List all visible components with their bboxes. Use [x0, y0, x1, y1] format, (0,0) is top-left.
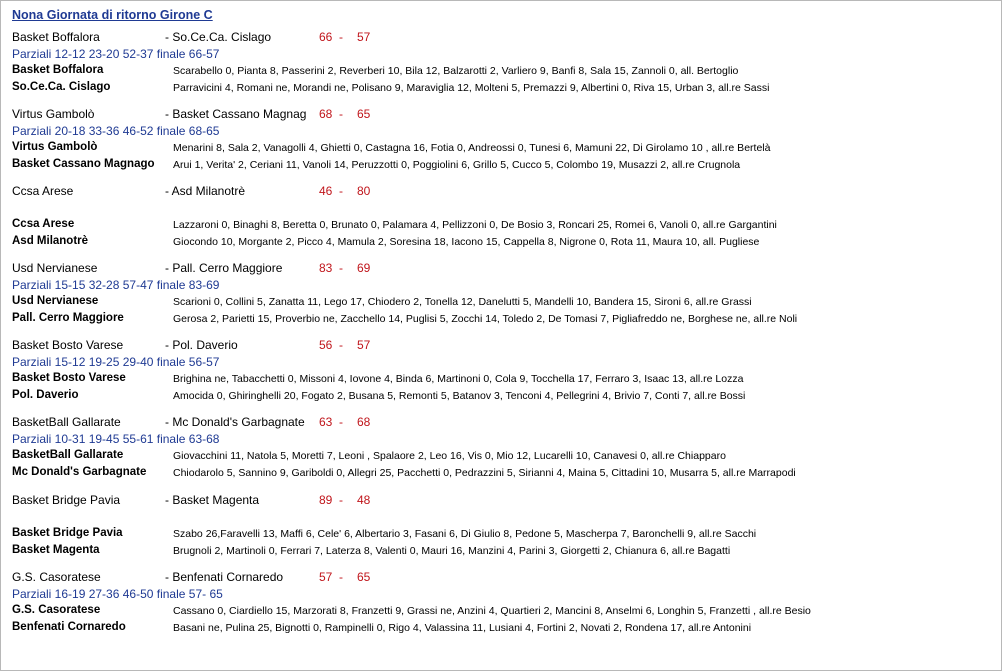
away-team-name: - Pall. Cerro Maggiore [165, 261, 283, 275]
away-score: 69 [357, 261, 371, 275]
away-team-name: - Basket Magenta [165, 493, 260, 507]
score-separator: - [339, 415, 343, 429]
away-team-name: - Asd Milanotrè [165, 184, 246, 198]
quarter-partials: Parziali 15-15 32-28 57-47 finale 83-69 [12, 278, 220, 292]
roster-players: Chiodarolo 5, Sannino 9, Gariboldi 0, Allegri 25, Pacchetti 0, Pedrazzini 5, Sirianni 4, Maina 5, Cittadini 10, Musarra 5, all.re Marrapodi [173, 467, 796, 479]
roster-team-name: Usd Nervianese [12, 295, 99, 307]
away-score: 57 [357, 30, 371, 44]
home-score: 83 [319, 261, 333, 275]
match-header [1, 184, 1001, 200]
roster-players: Scarabello 0, Pianta 8, Passerini 2, Reverberi 10, Bila 12, Balzarotti 2, Varliero 9, Banfi 8, Sala 15, Zannoli 0, all. Bertoglio [173, 65, 739, 77]
away-roster-row [1, 466, 1001, 481]
away-roster-row [1, 544, 1001, 559]
quarter-partials: Parziali 20-18 33-36 46-52 finale 68-65 [12, 124, 220, 138]
match-4 [1, 261, 1001, 337]
match-5 [1, 338, 1001, 414]
score-separator: - [339, 261, 343, 275]
roster-players: Menarini 8, Sala 2, Vanagolli 4, Ghietti 0, Castagna 16, Fotia 0, Andreossi 0, Tunesi 6, Mamuni 22, Di Girolamo 10 , all.re Bertelà [173, 142, 771, 154]
match-header [1, 30, 1001, 46]
away-roster-row [1, 235, 1001, 250]
home-score: 63 [319, 415, 333, 429]
roster-team-name: Benfenati Cornaredo [12, 621, 126, 633]
roster-team-name: Basket Cassano Magnago [12, 158, 155, 170]
roster-team-name: Basket Magenta [12, 544, 100, 556]
page-title[interactable]: Nona Giornata di ritorno Girone C [12, 8, 213, 22]
away-team-name: - Basket Cassano Magnag [165, 107, 307, 121]
home-roster-row [1, 527, 1001, 542]
home-team-name: Basket Bridge Pavia [12, 493, 121, 507]
match-header [1, 338, 1001, 354]
roster-team-name: So.Ce.Ca. Cislago [12, 81, 111, 93]
home-score: 89 [319, 493, 333, 507]
away-score: 68 [357, 415, 371, 429]
score-separator: - [339, 30, 343, 44]
home-team-name: BasketBall Gallarate [12, 415, 121, 429]
roster-players: Scarioni 0, Collini 5, Zanatta 11, Lego 17, Chiodero 2, Tonella 12, Danelutti 5, Mandelli 10, Bandera 15, Sironi 6, all.re Grassi [173, 296, 752, 308]
roster-players: Brighina ne, Tabacchetti 0, Missoni 4, Iovone 4, Binda 6, Martinoni 0, Cola 9, Tocchella 17, Ferraro 3, Isaac 13, all.re Lozza [173, 373, 744, 385]
roster-team-name: Virtus Gambolò [12, 141, 98, 153]
match-header [1, 493, 1001, 509]
match-3 [1, 184, 1001, 260]
home-roster-row [1, 372, 1001, 387]
score-separator: - [339, 493, 343, 507]
quarter-partials: Parziali 15-12 19-25 29-40 finale 56-57 [12, 355, 220, 369]
away-roster-row [1, 312, 1001, 327]
home-roster-row [1, 218, 1001, 233]
match-header [1, 107, 1001, 123]
roster-team-name: BasketBall Gallarate [12, 449, 124, 461]
home-roster-row [1, 604, 1001, 619]
roster-players: Giocondo 10, Morgante 2, Picco 4, Mamula 2, Soresina 18, Iacono 15, Cappella 8, Nigrone 0, Rota 11, Maura 10, all. Pugliese [173, 236, 760, 248]
home-team-name: Virtus Gambolò [12, 107, 95, 121]
home-team-name: Basket Boffalora [12, 30, 100, 44]
away-roster-row [1, 621, 1001, 636]
home-score: 57 [319, 570, 333, 584]
away-score: 65 [357, 107, 371, 121]
away-roster-row [1, 158, 1001, 173]
match-1 [1, 30, 1001, 106]
home-roster-row [1, 449, 1001, 464]
away-score: 57 [357, 338, 371, 352]
home-roster-row [1, 295, 1001, 310]
away-score: 48 [357, 493, 371, 507]
roster-players: Cassano 0, Ciardiello 15, Marzorati 8, Franzetti 9, Grassi ne, Anzini 4, Quartieri 2, Mancini 8, Anselmi 6, Longhin 5, Franzetti , all.re Besio [173, 605, 811, 617]
score-separator: - [339, 184, 343, 198]
score-separator: - [339, 570, 343, 584]
roster-team-name: Asd Milanotrè [12, 235, 89, 247]
home-score: 66 [319, 30, 333, 44]
away-roster-row [1, 81, 1001, 96]
match-header [1, 570, 1001, 586]
roster-players: Lazzaroni 0, Binaghi 8, Beretta 0, Brunato 0, Palamara 4, Pellizzoni 0, De Bosio 3, Roncari 25, Romei 6, Vanoli 0, all.re Gargantini [173, 219, 777, 231]
home-roster-row [1, 141, 1001, 156]
home-score: 68 [319, 107, 333, 121]
home-roster-row [1, 64, 1001, 79]
roster-players: Gerosa 2, Parietti 15, Proverbio ne, Zacchello 14, Puglisi 5, Zocchi 14, Toledo 2, De Tomasi 7, Pigliafreddo ne, Borghese ne, all.re Noli [173, 313, 798, 325]
roster-players: Basani ne, Pulina 25, Bignotti 0, Rampinelli 0, Rigo 4, Valassina 11, Lusiani 4, Fortini 2, Novati 2, Rondena 17, all.re Antonini [173, 622, 752, 634]
away-team-name: - Mc Donald's Garbagnate [165, 415, 305, 429]
match-header [1, 415, 1001, 431]
roster-players: Szabo 26,Faravelli 13, Maffi 6, Cele' 6, Albertario 3, Fasani 6, Di Giulio 8, Pedone 5, Mascherpa 7, Baronchelli 9, all.re Sacchi [173, 528, 757, 540]
score-separator: - [339, 107, 343, 121]
roster-players: Arui 1, Verita' 2, Ceriani 11, Vanoli 14, Peruzzotti 0, Poggiolini 6, Grillo 5, Cucco 5, Colombo 19, Musazzi 2, all.re Crugnola [173, 159, 741, 171]
score-separator: - [339, 338, 343, 352]
match-8 [1, 570, 1001, 646]
roster-team-name: Basket Boffalora [12, 64, 104, 76]
away-team-name: - So.Ce.Ca. Cislago [165, 30, 272, 44]
quarter-partials: Parziali 10-31 19-45 55-61 finale 63-68 [12, 432, 220, 446]
home-team-name: Ccsa Arese [12, 184, 74, 198]
roster-players: Giovacchini 11, Natola 5, Moretti 7, Leoni , Spalaore 2, Leo 16, Vis 0, Mio 12, Lucarelli 10, Canavesi 0, all.re Chiapparo [173, 450, 726, 462]
roster-players: Amocida 0, Ghiringhelli 20, Fogato 2, Busana 5, Remonti 5, Batanov 3, Tenconi 4, Pellegrini 4, Brivio 7, Conti 7, all.re Bossi [173, 390, 746, 402]
away-team-name: - Pol. Daverio [165, 338, 238, 352]
roster-team-name: Ccsa Arese [12, 218, 75, 230]
roster-team-name: Basket Bosto Varese [12, 372, 126, 384]
match-6 [1, 415, 1001, 491]
home-team-name: Basket Bosto Varese [12, 338, 124, 352]
home-team-name: G.S. Casoratese [12, 570, 101, 584]
away-score: 80 [357, 184, 371, 198]
roster-team-name: Pall. Cerro Maggiore [12, 312, 124, 324]
home-team-name: Usd Nervianese [12, 261, 98, 275]
quarter-partials: Parziali 12-12 23-20 52-37 finale 66-57 [12, 47, 220, 61]
away-team-name: - Benfenati Cornaredo [165, 570, 284, 584]
away-score: 65 [357, 570, 371, 584]
home-score: 46 [319, 184, 333, 198]
roster-players: Brugnoli 2, Martinoli 0, Ferrari 7, Laterza 8, Valenti 0, Mauri 16, Manzini 4, Parini 3, Giorgetti 2, Chianura 6, all.re Bagatti [173, 545, 731, 557]
roster-team-name: Pol. Daverio [12, 389, 79, 401]
match-2 [1, 107, 1001, 183]
match-7 [1, 493, 1001, 569]
roster-team-name: G.S. Casoratese [12, 604, 101, 616]
match-header [1, 261, 1001, 277]
away-roster-row [1, 389, 1001, 404]
roster-team-name: Mc Donald's Garbagnate [12, 466, 147, 478]
quarter-partials: Parziali 16-19 27-36 46-50 finale 57- 65 [12, 587, 223, 601]
roster-players: Parravicini 4, Romani ne, Morandi ne, Polisano 9, Maraviglia 12, Molteni 5, Premazzi 9, Albertini 0, Riva 15, Urban 3, all.re Sassi [173, 82, 770, 94]
roster-team-name: Basket Bridge Pavia [12, 527, 123, 539]
home-score: 56 [319, 338, 333, 352]
